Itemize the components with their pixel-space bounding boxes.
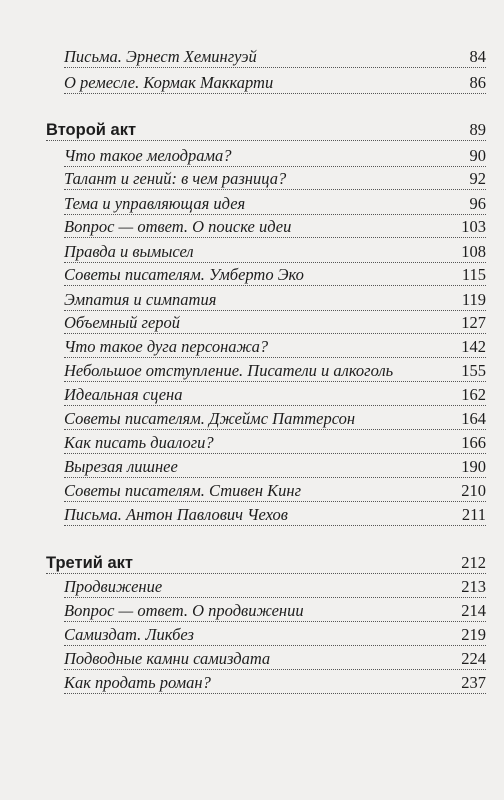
toc-entry-page: 190 [461, 456, 486, 476]
toc-entry-title: Письма. Эрнест Хемингуэй [64, 46, 257, 66]
toc-entry-title: Подводные камни самиздата [64, 648, 271, 668]
toc-entry [0, 406, 504, 430]
section-page: 212 [461, 552, 486, 572]
toc-entry-title: Правда и вымысел [64, 241, 194, 261]
section-page: 89 [469, 119, 486, 139]
toc-entry [0, 574, 504, 598]
toc-entry-title: Что такое дуга персонажа? [64, 336, 269, 356]
toc-entry-page: 237 [461, 672, 486, 692]
toc-entry-page: 84 [469, 46, 486, 66]
toc-entry-page: 210 [461, 480, 486, 500]
toc-entry-page: 219 [461, 624, 486, 644]
toc-entry [0, 143, 504, 167]
toc-entry-title: Идеальная сцена [64, 384, 183, 404]
toc-entry [0, 334, 504, 358]
toc-entry [0, 622, 504, 646]
toc-entry-page: 166 [461, 432, 486, 452]
toc-entry-page: 108 [461, 241, 486, 261]
toc-entry-page: 90 [469, 145, 486, 165]
toc-entry-title: Эмпатия и симпатия [64, 289, 217, 309]
toc-entry-rule [64, 285, 486, 286]
toc-entry [0, 239, 504, 263]
toc-entry-title: Что такое мелодрама? [64, 145, 232, 165]
toc-entry-page: 142 [461, 336, 486, 356]
toc-entry-title: Советы писателям. Джеймс Паттерсон [64, 408, 356, 428]
toc-entry-title: Как писать диалоги? [64, 432, 214, 452]
toc-entry [0, 287, 504, 311]
toc-entry [0, 214, 504, 238]
toc-entry-page: 103 [461, 216, 486, 236]
toc-entry-title: Вопрос — ответ. О продвижении [64, 600, 304, 620]
toc-entry [0, 478, 504, 502]
toc-entry-page: 224 [461, 648, 486, 668]
toc-entry [0, 191, 504, 215]
toc-entry-title: Талант и гений: в чем разница? [64, 168, 287, 188]
toc-entry-page: 92 [469, 168, 486, 188]
toc-entry [0, 646, 504, 670]
toc-entry [0, 358, 504, 382]
toc-entry-page: 213 [461, 576, 486, 596]
section-heading-act2 [0, 117, 504, 141]
toc-entry-title: Письма. Антон Павлович Чехов [64, 504, 288, 524]
toc-entry-title: Советы писателям. Стивен Кинг [64, 480, 302, 500]
toc-entry [0, 166, 504, 190]
toc-entry-rule [64, 525, 486, 526]
toc-entry-title: Самиздат. Ликбез [64, 624, 194, 644]
toc-entry-title: Советы писателям. Умберто Эко [64, 264, 304, 284]
toc-entry-rule [64, 237, 486, 238]
toc-entry-title: Как продать роман? [64, 672, 211, 692]
toc-entry [0, 598, 504, 622]
toc-entry-rule [64, 67, 486, 68]
toc-entry [0, 430, 504, 454]
toc-entry-page: 127 [461, 312, 486, 332]
toc-entry [0, 262, 504, 286]
toc-entry-title: Продвижение [64, 576, 163, 596]
section-title: Третий акт [46, 553, 133, 572]
toc-entry-title: Вопрос — ответ. О поиске идеи [64, 216, 292, 236]
toc-entry-page: 155 [461, 360, 486, 380]
toc-entry-title: О ремесле. Кормак Маккарти [64, 72, 274, 92]
toc-entry [0, 382, 504, 406]
section-heading-act3 [0, 550, 504, 574]
toc-entry-page: 96 [469, 193, 486, 213]
section-title: Второй акт [46, 120, 137, 139]
toc-entry-page: 162 [461, 384, 486, 404]
section-rule [46, 140, 486, 141]
toc-entry-title: Тема и управляющая идея [64, 193, 246, 213]
toc-entry-title: Вырезая лишнее [64, 456, 178, 476]
toc-entry [0, 502, 504, 526]
toc-entry-rule [64, 93, 486, 94]
toc-entry-title: Небольшое отступление. Писатели и алкоголь [64, 360, 394, 380]
toc-entry [0, 454, 504, 478]
toc-entry-title: Объемный герой [64, 312, 181, 332]
toc-entry-page: 86 [469, 72, 486, 92]
toc-entry-rule [64, 189, 486, 190]
toc-entry-page: 115 [461, 264, 486, 284]
toc-entry [0, 70, 504, 94]
toc-entry-page: 164 [461, 408, 486, 428]
toc-entry-page: 211 [461, 504, 486, 524]
toc-entry-rule [64, 693, 486, 694]
toc-entry [0, 44, 504, 68]
toc-entry-page: 214 [461, 600, 486, 620]
toc-entry [0, 670, 504, 694]
toc-entry [0, 310, 504, 334]
toc-entry-page: 119 [461, 289, 486, 309]
